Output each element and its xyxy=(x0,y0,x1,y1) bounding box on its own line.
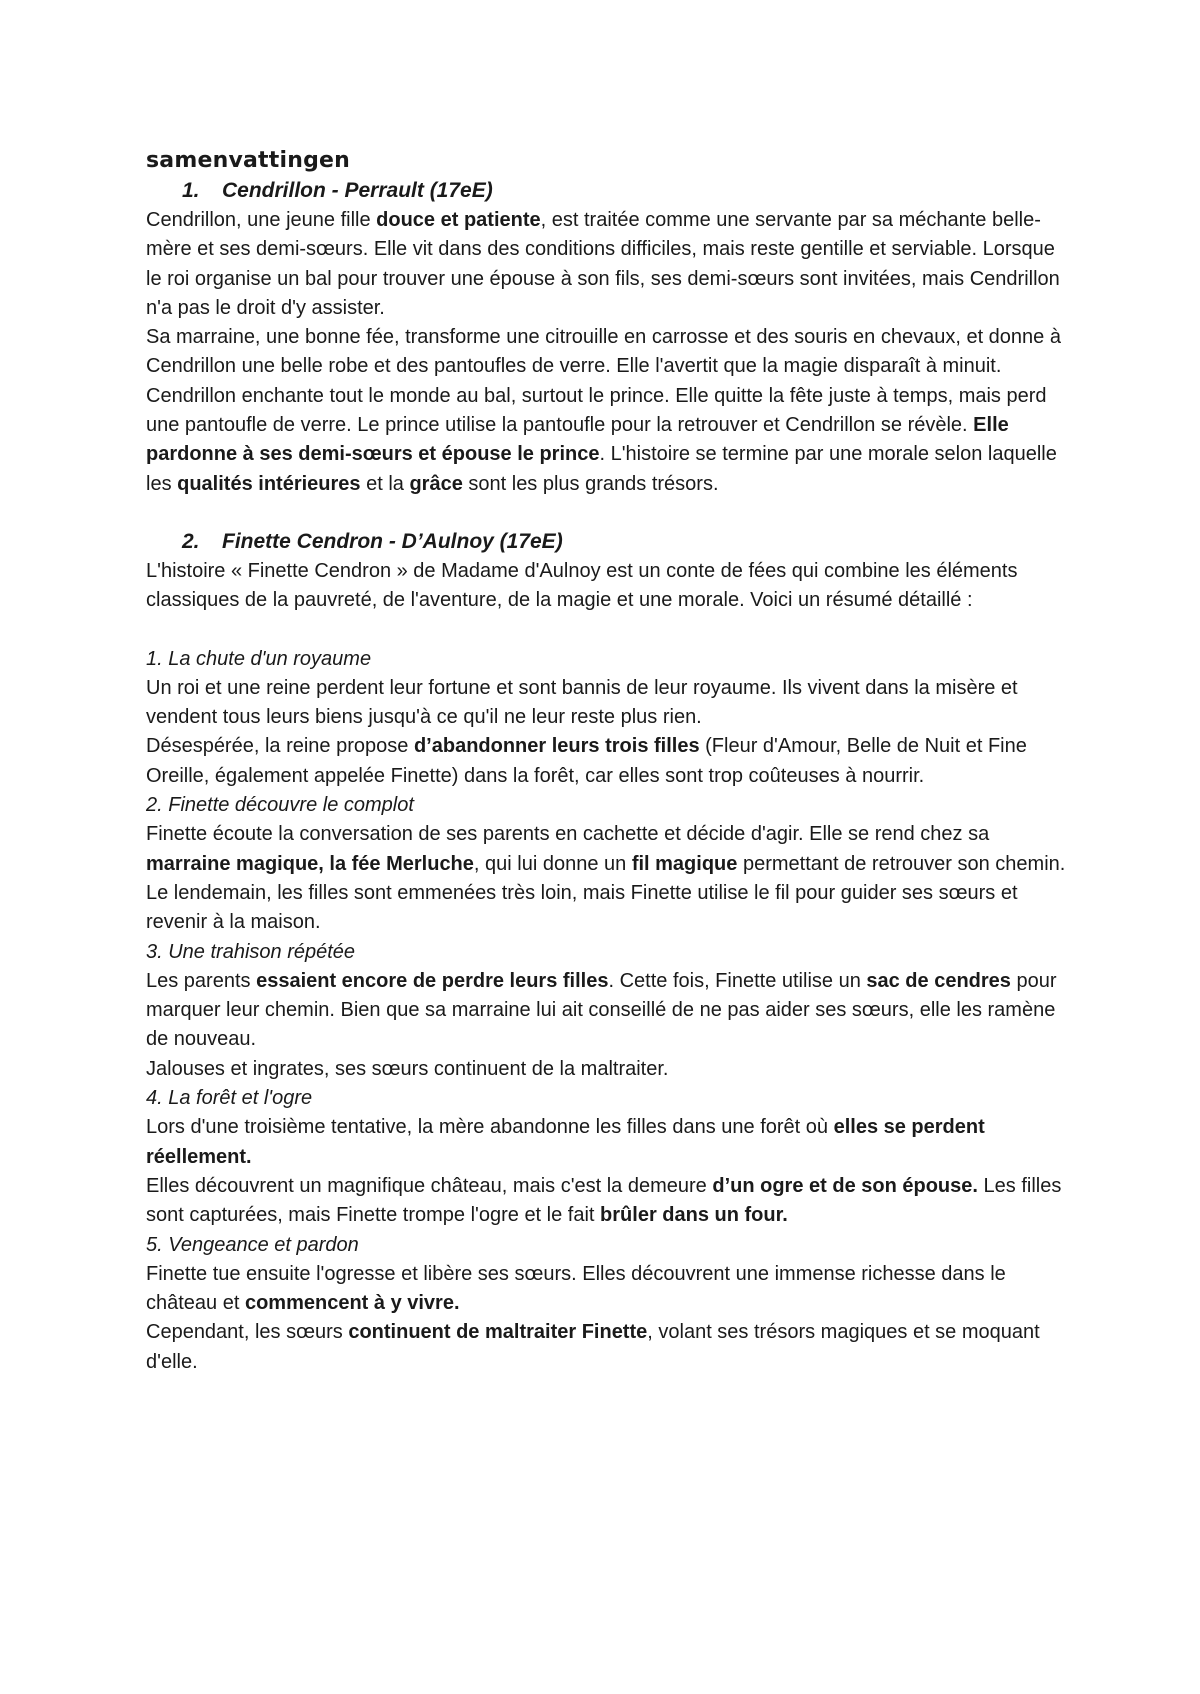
section-1-paragraph-1: Cendrillon, une jeune fille douce et patiente, est traitée comme une servante par sa méchante belle-mère et ses demi-sœurs. Elle vit dans des conditions difficiles, mais reste gentille et serviable. Lorsque le roi organise un bal pour trouver une épouse à son fils, ses demi-sœurs sont invitées, mais Cendrillon n'a pas le droit d'y assister. xyxy=(146,209,1060,319)
section-2-heading xyxy=(146,527,1076,557)
part-4-paragraph-2: Elles découvrent un magnifique château, mais c'est la demeure d’un ogre et de son épouse. Les filles sont capturées, mais Finette trompe l'ogre et le fait brûler dans un four. xyxy=(146,1174,1062,1227)
section-1-title: Cendrillon - Perrault (17eE) xyxy=(222,179,493,202)
part-4-title: 4. La forêt et l'ogre xyxy=(146,1087,313,1110)
section-2-title: Finette Cendron - D’Aulnoy (17eE) xyxy=(222,529,563,553)
section-1-heading xyxy=(146,176,1076,206)
part-3-title: 3. Une trahison répétée xyxy=(146,940,356,963)
part-5-paragraph-1: Finette tue ensuite l'ogresse et libère ses sœurs. Elles découvrent une immense richesse dans le château et commencent à y vivre. xyxy=(146,1262,1006,1315)
document-body xyxy=(146,146,1076,1377)
section-1-number: 1. xyxy=(182,179,200,202)
part-5-title: 5. Vengeance et pardon xyxy=(146,1233,359,1256)
section-2-intro: L'histoire « Finette Cendron » de Madame d'Aulnoy est un conte de fées qui combine les éléments classiques de la pauvreté, de l'aventure, de la magie et une morale. Voici un résumé détaillé : xyxy=(146,559,1018,612)
part-2-paragraph-2: Le lendemain, les filles sont emmenées très loin, mais Finette utilise le fil pour guider ses sœurs et revenir à la maison. xyxy=(146,881,1018,934)
section-1-paragraph-2: Sa marraine, une bonne fée, transforme une citrouille en carrosse et des souris en chevaux, et donne à Cendrillon une belle robe et des pantoufles de verre. Elle l'avertit que la magie disparaît à minuit. xyxy=(146,326,1061,378)
part-1-paragraph-1: Un roi et une reine perdent leur fortune et sont bannis de leur royaume. Ils vivent dans la misère et vendent tous leurs biens jusqu'à ce qu'il ne leur reste plus rien. xyxy=(146,676,1018,729)
part-1-title: 1. La chute d'un royaume xyxy=(146,647,372,670)
part-3-paragraph-1: Les parents essaient encore de perdre leurs filles. Cette fois, Finette utilise un sac de cendres pour marquer leur chemin. Bien que sa marraine lui ait conseillé de ne pas aider ses sœurs, elle les ramène de nouveau. xyxy=(146,969,1057,1051)
section-2-number: 2. xyxy=(182,529,200,553)
document-title: samenvattingen xyxy=(146,148,351,173)
part-3-paragraph-2: Jalouses et ingrates, ses sœurs continuent de la maltraiter. xyxy=(146,1057,669,1080)
part-5-paragraph-2: Cependant, les sœurs continuent de maltraiter Finette, volant ses trésors magiques et se moquant d'elle. xyxy=(146,1321,1040,1373)
part-2-paragraph-1: Finette écoute la conversation de ses parents en cachette et décide d'agir. Elle se rend chez sa marraine magique, la fée Merluche, qui lui donne un fil magique permettant de retrouver son chemin. xyxy=(146,823,1066,875)
paragraph-gap xyxy=(146,616,1076,645)
part-4-paragraph-1: Lors d'une troisième tentative, la mère abandonne les filles dans une forêt où elles se perdent réellement. xyxy=(146,1116,985,1168)
section-1-paragraph-3: Cendrillon enchante tout le monde au bal, surtout le prince. Elle quitte la fête juste à temps, mais perd une pantoufle de verre. Le prince utilise la pantoufle pour la retrouver et Cendrillon se révèle. Elle pardonne à ses demi-sœurs et épouse le prince. L'histoire se termine par une morale selon laquelle les qualités intérieures et la grâce sont les plus grands trésors. xyxy=(146,384,1057,495)
part-2-title: 2. Finette découvre le complot xyxy=(146,794,414,817)
part-1-paragraph-2: Désespérée, la reine propose d’abandonner leurs trois filles (Fleur d'Amour, Belle de Nuit et Fine Oreille, également appelée Finette) dans la forêt, car elles sont trop coûteuses à nourrir. xyxy=(146,735,1027,787)
